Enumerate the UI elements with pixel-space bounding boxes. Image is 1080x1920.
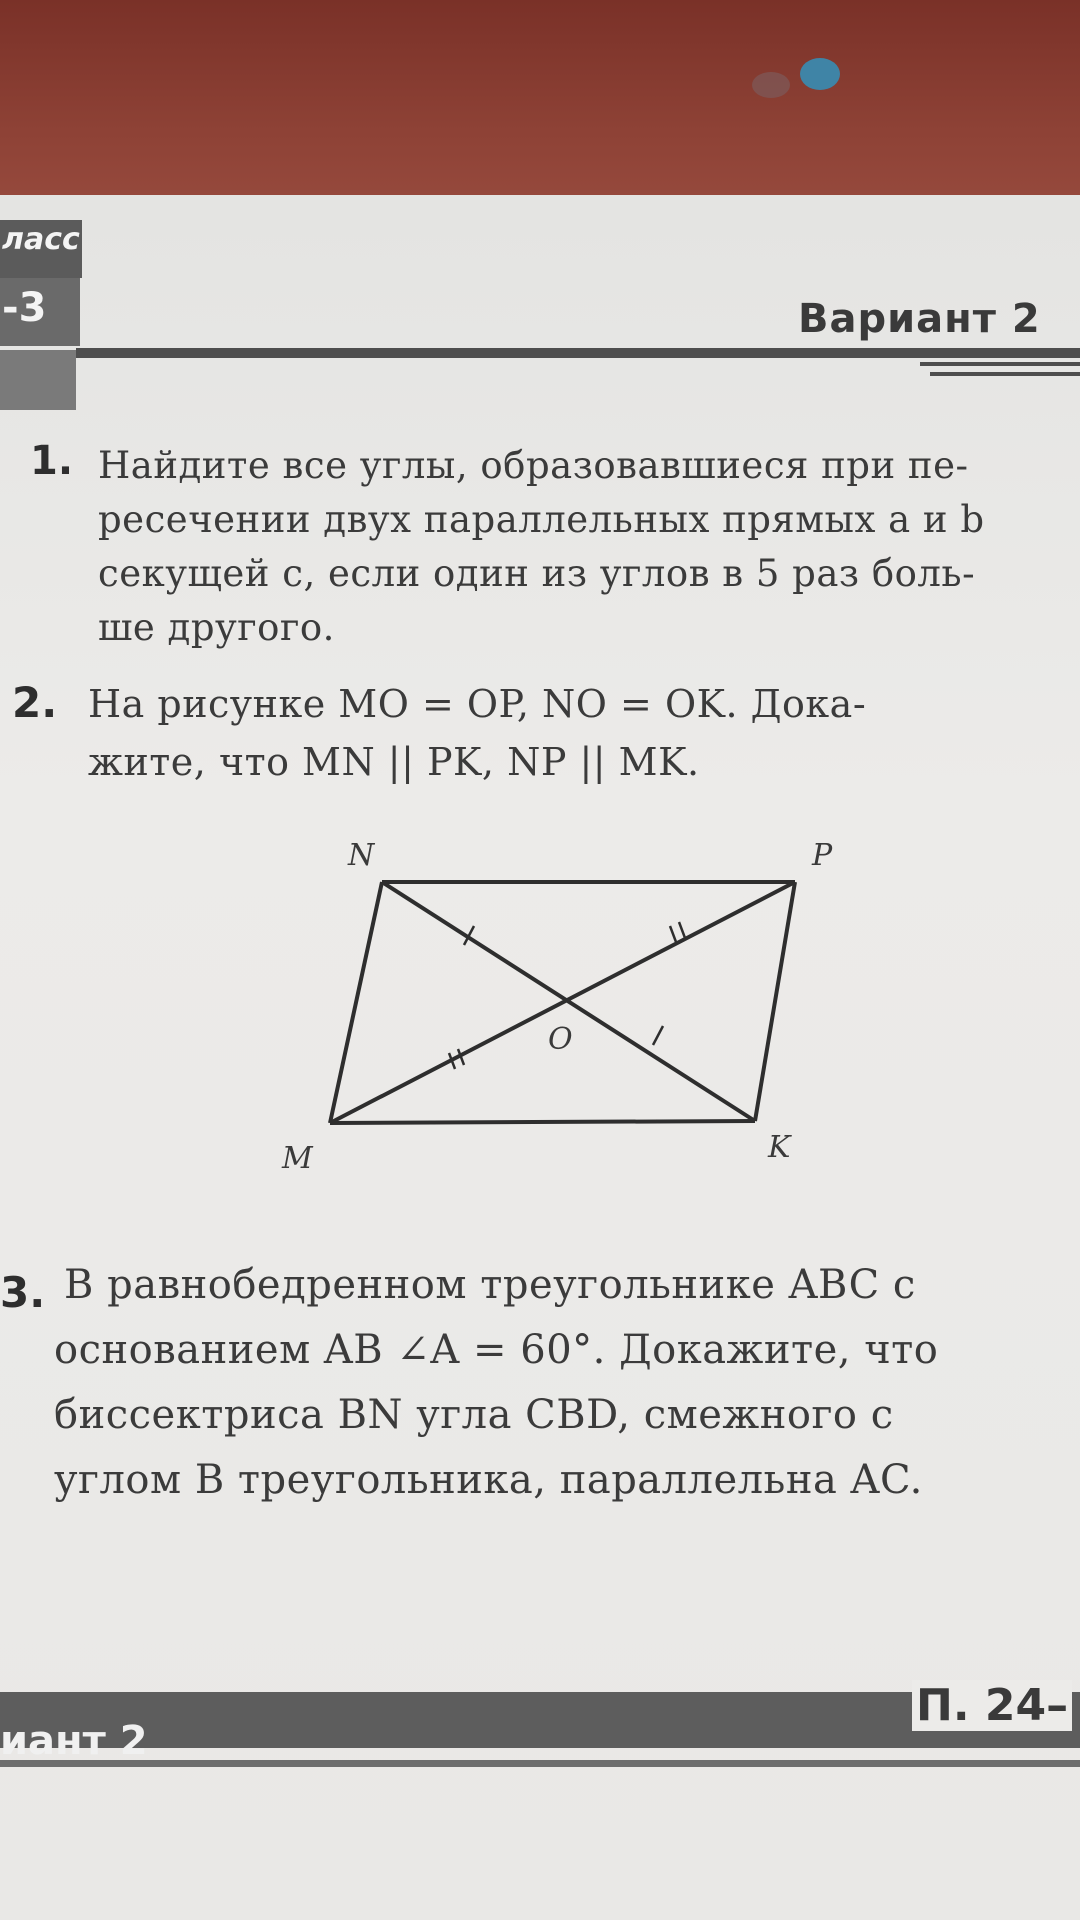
tick-mark	[653, 1026, 663, 1045]
task-line: ше другого.	[98, 606, 335, 649]
task-line: В равнобедренном треугольнике ABC с	[64, 1262, 916, 1308]
task-line: жите, что MN || PK, NP || MK.	[88, 740, 700, 784]
label-m: M	[282, 1141, 313, 1175]
task-line: На рисунке MO = OP, NO = OK. Дока-	[88, 682, 867, 726]
work-code: -3	[2, 285, 47, 331]
page-reference: П. 24–	[912, 1680, 1072, 1731]
task-line: основанием AB ∠A = 60°. Докажите, что	[54, 1327, 939, 1373]
desk-stain	[800, 58, 840, 90]
corner-tab-stripe	[0, 350, 76, 410]
double-tick-mark	[679, 922, 685, 938]
task-line: Найдите все углы, образовавшиеся при пе-	[98, 444, 969, 487]
label-o: O	[548, 1022, 573, 1057]
task-line: ресечении двух параллельных прямых a и b	[98, 498, 985, 541]
label-k: K	[768, 1130, 791, 1165]
variant-title: Вариант 2	[798, 296, 1041, 342]
segment-mn	[330, 882, 382, 1123]
double-tick-mark	[670, 926, 676, 942]
task-number: 1.	[30, 438, 74, 484]
task-number: 3.	[0, 1268, 46, 1317]
diagonal-mp	[330, 882, 795, 1123]
label-p: P	[812, 838, 833, 873]
header-rule	[930, 372, 1080, 376]
segment-mk	[330, 1121, 755, 1123]
class-label: ласс	[2, 222, 80, 257]
header-rule	[920, 362, 1080, 366]
task-line: секущей c, если один из углов в 5 раз боль-	[98, 552, 976, 595]
footer-variant: иант 2	[0, 1718, 148, 1764]
desk-stain	[752, 72, 790, 98]
label-n: N	[348, 838, 375, 873]
header-rule	[76, 348, 1080, 358]
footer-rule	[0, 1760, 1080, 1767]
segment-pk	[755, 882, 795, 1121]
task-line: биссектриса BN угла CBD, смежного с	[54, 1392, 894, 1438]
parallelogram-figure	[260, 835, 860, 1175]
task-line: углом B треугольника, параллельна AC.	[54, 1457, 923, 1503]
task-number: 2.	[12, 678, 58, 727]
